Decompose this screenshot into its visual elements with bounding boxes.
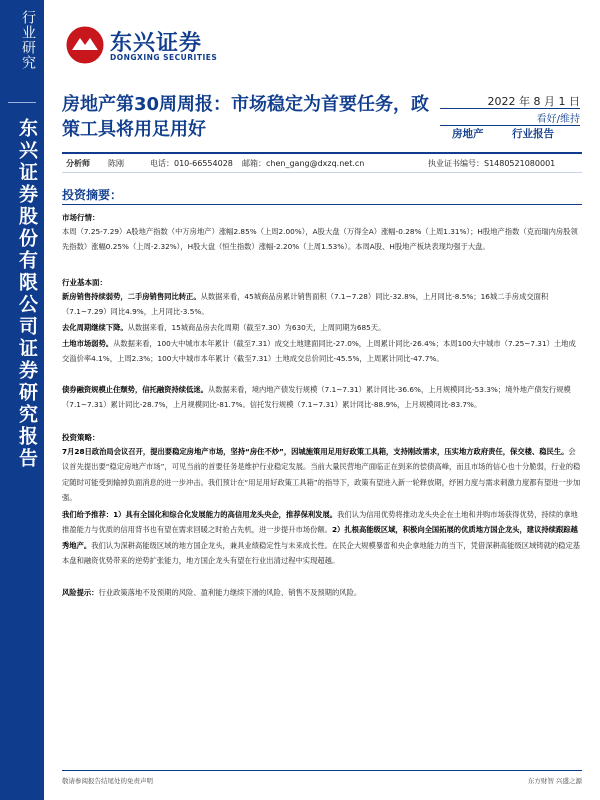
rating-row [440,108,580,126]
fund-2-text: 从数据来看，15城商品房去化周期（截至7.30）为630天，上周同期为685天。 [127,323,386,332]
company-logo [66,22,266,72]
analyst-email: 邮箱：chen_gang@dxzq.net.cn [242,159,365,168]
analyst-role: 分析师 [66,159,90,168]
fundamentals-para-3 [62,336,582,367]
summary-rule [62,204,582,205]
analyst-bar [62,152,582,173]
risk-lead: 风险提示： [62,588,99,597]
fundamentals-para-1 [62,289,582,320]
rating: 看好/维持 [536,114,580,125]
strategy-lead: 7月28日政治局会议召开，提出要稳定房地产市场，坚持“房住不炒”，因城施策用足用好政策工具箱，支持刚改需求，压实地方政府责任，保交楼、稳民生。 [62,447,569,456]
market-heading: 市场行情： [62,213,100,222]
footer-slogan: 东方财智 兴盛之源 [527,777,582,785]
summary-heading: 投资摘要： [62,188,123,202]
strategy-paragraph [62,444,582,505]
risk-paragraph [62,585,582,600]
fund-4-lead: 债券融资规模止住颓势，信托融资持续低迷。 [62,385,208,394]
strategy-text: 会议首先提出要“稳定房地产市场”，可见当前的首要任务是维护行业稳定发展。当前大量民营地产面临正在到来的偿债高峰，而且市场的信心也十分脆弱，行业的稳定随时可能受到输掉负面消息的进一步冲击。我们预计在“用足用好政策工具箱”的指导下，政策有望进入新一轮释放期，纾困力度与需求刺激力度都有望进一步加强。 [62,447,581,502]
market-paragraph: 本周（7.25-7.29）A股地产指数（中万房地产）涨幅2.85%（上周2.00%），A股大盘（万得全A）涨幅-0.28%（上周1.31%）；H股地产指数（克而瑞内房股领先指数）涨幅0.25%（上周-2.32%），H股大盘（恒生指数）涨幅-2.20%（上周1.53%）。本周A股、H股地产板块表现均强于大盘。 [62,227,578,252]
sidebar-divider [8,102,36,103]
report-date: 2022 年 8 月 1 日 [487,95,580,108]
risk-text: 行业政策落地不及预期的风险、盈利能力继续下滑的风险、销售不及预期的风险。 [98,588,362,597]
advice-text-2: 我们认为深耕高能级区域的地方国企龙头，兼具业绩稳定性与未来成长性。在民企大规模暴雷和央企拿地能力的当下，凭借深耕高能级区域铸就的稳定基本盘和融资优势带来的逆势扩张能力，地方国企龙头有望在行业出清过程中实现超越。 [62,540,581,565]
sidebar [0,0,44,800]
advice-text-1: 我们认为信用优势将推动龙头央企在土地和并购市场获得优势，持续的拿地推盈能力与优质的信用背书也有望在需求回暖之时抢占先机，进一步提升市场份额。 [62,510,578,535]
sidebar-category: 行业研究 [20,10,36,70]
fund-3-text: 从数据来看，100大中城市本年累计（截至7.31）成交土地建面同比-27.0%，上周累计同比-26.4%；本周100大中城市（7.25~7.31）土地成交溢价率4.1%，上周2.3%；100大中城市本年累计（截至7.31）土地成交总价同比-45.5%，上周累计同比-47.7%。 [62,339,576,364]
strategy-heading: 投资策略： [62,433,100,442]
logo-name-en: DONGXING SECURITIES [110,53,218,62]
fund-2-lead: 去化周期继续下降。 [62,323,128,332]
fundamentals-para-2 [62,320,582,335]
advice-lead-1: 我们给予推荐：1）具有全国化和综合化发展能力的高信用龙头央企，推荐保利发展。 [62,510,338,519]
analyst-name: 陈刚 [108,159,124,168]
fund-1-text: 从数据来看，45城商品房累计销售面积（7.1~7.28）同比-32.8%，上月同比-8.5%；16城二手房成交面积（7.1~7.29）同比4.9%，上月同比-3.5%。 [62,292,549,317]
tag-industry: 房地产 [452,128,484,140]
logo-name-cn: 东兴证券 [110,31,203,56]
footer-disclaimer: 敬请参阅报告结尾处的免责声明 [62,777,153,785]
report-title: 房地产第30周周报：市场稳定为首要任务，政策工具将用足用好 [62,94,430,140]
fund-3-lead: 土地市场弱势。 [62,339,114,348]
tag-type: 行业报告 [512,128,554,140]
fundamentals-heading: 行业基本面： [62,278,107,287]
sidebar-company: 东兴证券股份有限公司证券研究报告 [16,118,38,470]
analyst-license: 执业证书编号：S1480521080001 [428,159,556,168]
advice-lead-2: 2）扎根高能级区域，积极向全国拓展的优质地方国企龙头，建议持续跟踪越秀地产。 [62,525,578,550]
analyst-phone: 电话：010-66554028 [150,159,233,168]
fund-4-text: 从数据来看，境内地产债发行规模（7.1~7.31）累计同比-36.6%，上月规模同比-53.3%；境外地产债发行规模（7.1~7.31）累计同比-28.7%，上月规模同比-81.7%。信托发行规模（7.1~7.31）累计同比-88.9%，上月规模同比-83.7%。 [62,385,571,410]
logo-mark-icon [66,26,104,64]
footer-rule [62,770,582,771]
fundamentals-para-4 [62,382,582,413]
advice-paragraph [62,507,582,568]
fund-1-lead: 新房销售持续弱势，二手房销售同比转正。 [62,292,201,301]
